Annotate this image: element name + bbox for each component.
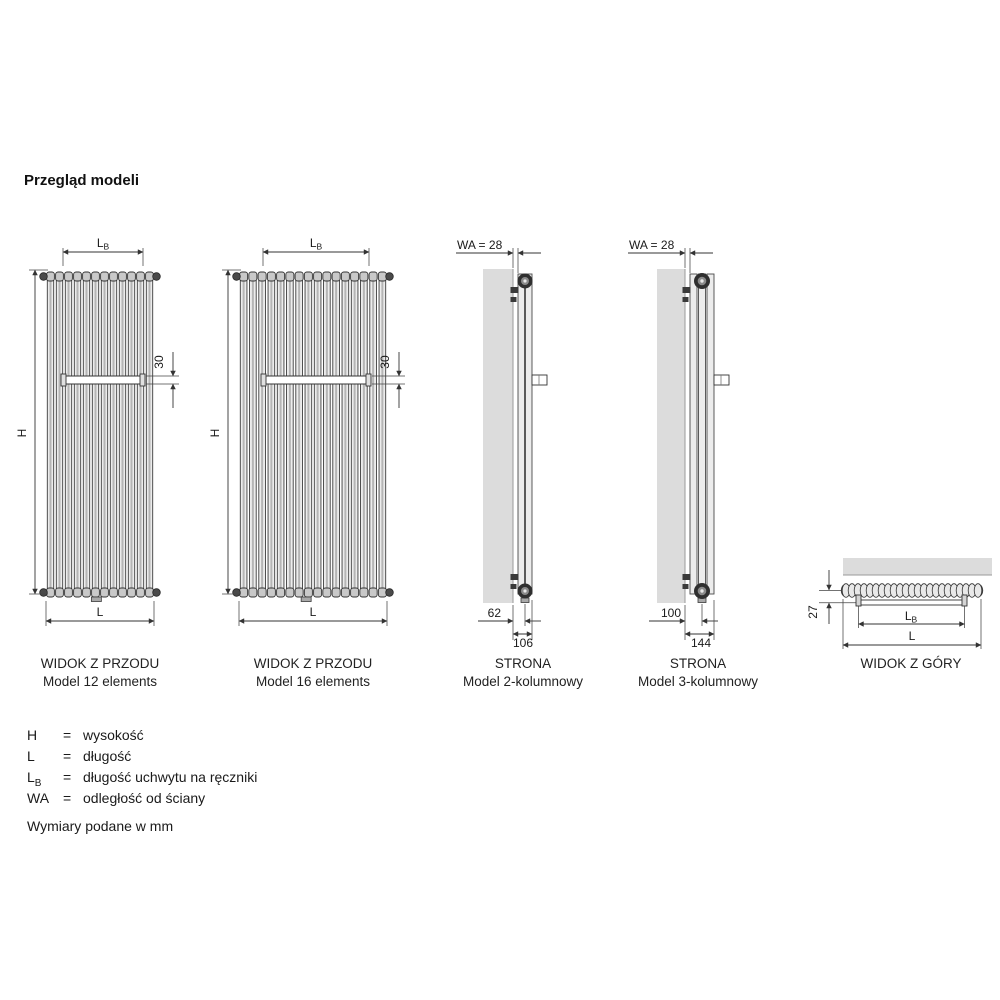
legend-row-h xyxy=(27,727,257,748)
towel-rail xyxy=(63,376,143,384)
dim-label-30-16: 30 xyxy=(378,355,392,369)
caption-line: Model 3-kolumnowy xyxy=(637,674,759,689)
legend-equals: = xyxy=(63,769,72,785)
towel-rail-bracket xyxy=(366,374,371,386)
caption-line: STRONA xyxy=(669,656,727,671)
dim-label-100: 100 xyxy=(660,606,681,620)
units-note: Wymiary podane w mm xyxy=(27,818,174,834)
legend-row-wa xyxy=(27,790,257,811)
page-title: Przegląd modeli xyxy=(24,172,140,189)
towel-rail-bracket xyxy=(856,595,861,606)
towel-rail-bracket xyxy=(962,595,967,606)
wall xyxy=(843,558,992,575)
towel-rail-side xyxy=(714,375,729,385)
dim-label-l-top: L xyxy=(908,629,916,643)
legend-equals: = xyxy=(63,748,72,764)
towel-rail xyxy=(263,376,369,384)
dim-label-62: 62 xyxy=(487,606,501,620)
valve-stub xyxy=(521,598,529,603)
wall-bracket xyxy=(511,297,517,302)
dim-label-h-12: H xyxy=(15,428,29,438)
radiator-body-16 xyxy=(233,272,394,602)
front-view-12-drawing xyxy=(15,236,179,626)
legend-text: wysokość xyxy=(83,727,144,743)
dim-label-lb-16: $L_B$ xyxy=(309,236,323,252)
caption-line: Model 12 elements xyxy=(42,674,158,689)
legend-row-lb xyxy=(27,769,257,790)
wall xyxy=(657,269,685,603)
towel-rail-bracket xyxy=(140,374,145,386)
dim-label-wa-3col: WA = 28 xyxy=(629,238,675,252)
top-view-drawing xyxy=(806,558,992,649)
dim-label-l-12: L xyxy=(96,605,104,619)
legend-symbol: $L_B$ xyxy=(27,769,42,789)
caption-front-16 xyxy=(203,655,423,691)
dim-label-30-12: 30 xyxy=(152,355,166,369)
caption-line: STRONA xyxy=(494,656,552,671)
towel-rail-side xyxy=(532,375,547,385)
legend-symbol: H xyxy=(27,727,38,743)
dim-label-wa-2col: WA = 28 xyxy=(457,238,503,252)
wall-bracket xyxy=(511,574,519,580)
side-view-3col-drawing xyxy=(628,238,729,650)
towel-rail-bracket xyxy=(61,374,66,386)
side-view-2col-drawing xyxy=(456,238,547,650)
caption-line: Model 16 elements xyxy=(255,674,371,689)
technical-drawing-canvas xyxy=(0,230,1000,655)
wall-bracket xyxy=(683,574,691,580)
wall-bracket xyxy=(511,287,519,293)
caption-line: WIDOK Z PRZODU xyxy=(40,656,160,671)
legend-equals: = xyxy=(63,790,72,806)
caption-top-view xyxy=(801,655,1000,673)
dim-label-h-16: H xyxy=(208,428,222,438)
legend-symbol: L xyxy=(27,748,35,764)
dim-label-lb-top: $L_B$ xyxy=(904,609,918,625)
wall-bracket xyxy=(683,287,691,293)
dim-label-l-16: L xyxy=(309,605,317,619)
caption-line: WIDOK Z GÓRY xyxy=(860,656,962,671)
wall-bracket xyxy=(511,584,517,589)
wall xyxy=(483,269,513,603)
dim-label-27: 27 xyxy=(806,605,820,619)
legend-row-l xyxy=(27,748,257,769)
towel-rail-top xyxy=(858,600,965,605)
dim-label-144: 144 xyxy=(690,636,712,650)
dim-label-lb-12: $L_B$ xyxy=(96,236,110,252)
front-view-16-drawing xyxy=(208,236,405,626)
legend-text: odległość od ściany xyxy=(83,790,206,806)
wall-bracket xyxy=(683,584,689,589)
caption-line: WIDOK Z PRZODU xyxy=(253,656,373,671)
dim-label-106: 106 xyxy=(512,636,534,650)
towel-rail-bracket xyxy=(261,374,266,386)
legend-text: długość uchwytu na ręczniki xyxy=(83,769,258,785)
wall-bracket xyxy=(683,297,689,302)
legend xyxy=(27,727,257,811)
caption-side-3col xyxy=(588,655,808,691)
legend-equals: = xyxy=(63,727,72,743)
caption-line: Model 2-kolumnowy xyxy=(462,674,584,689)
legend-text: długość xyxy=(83,748,132,764)
caption-front-12 xyxy=(0,655,210,691)
radiator-body-12 xyxy=(40,272,161,602)
legend-symbol: WA xyxy=(27,790,50,806)
